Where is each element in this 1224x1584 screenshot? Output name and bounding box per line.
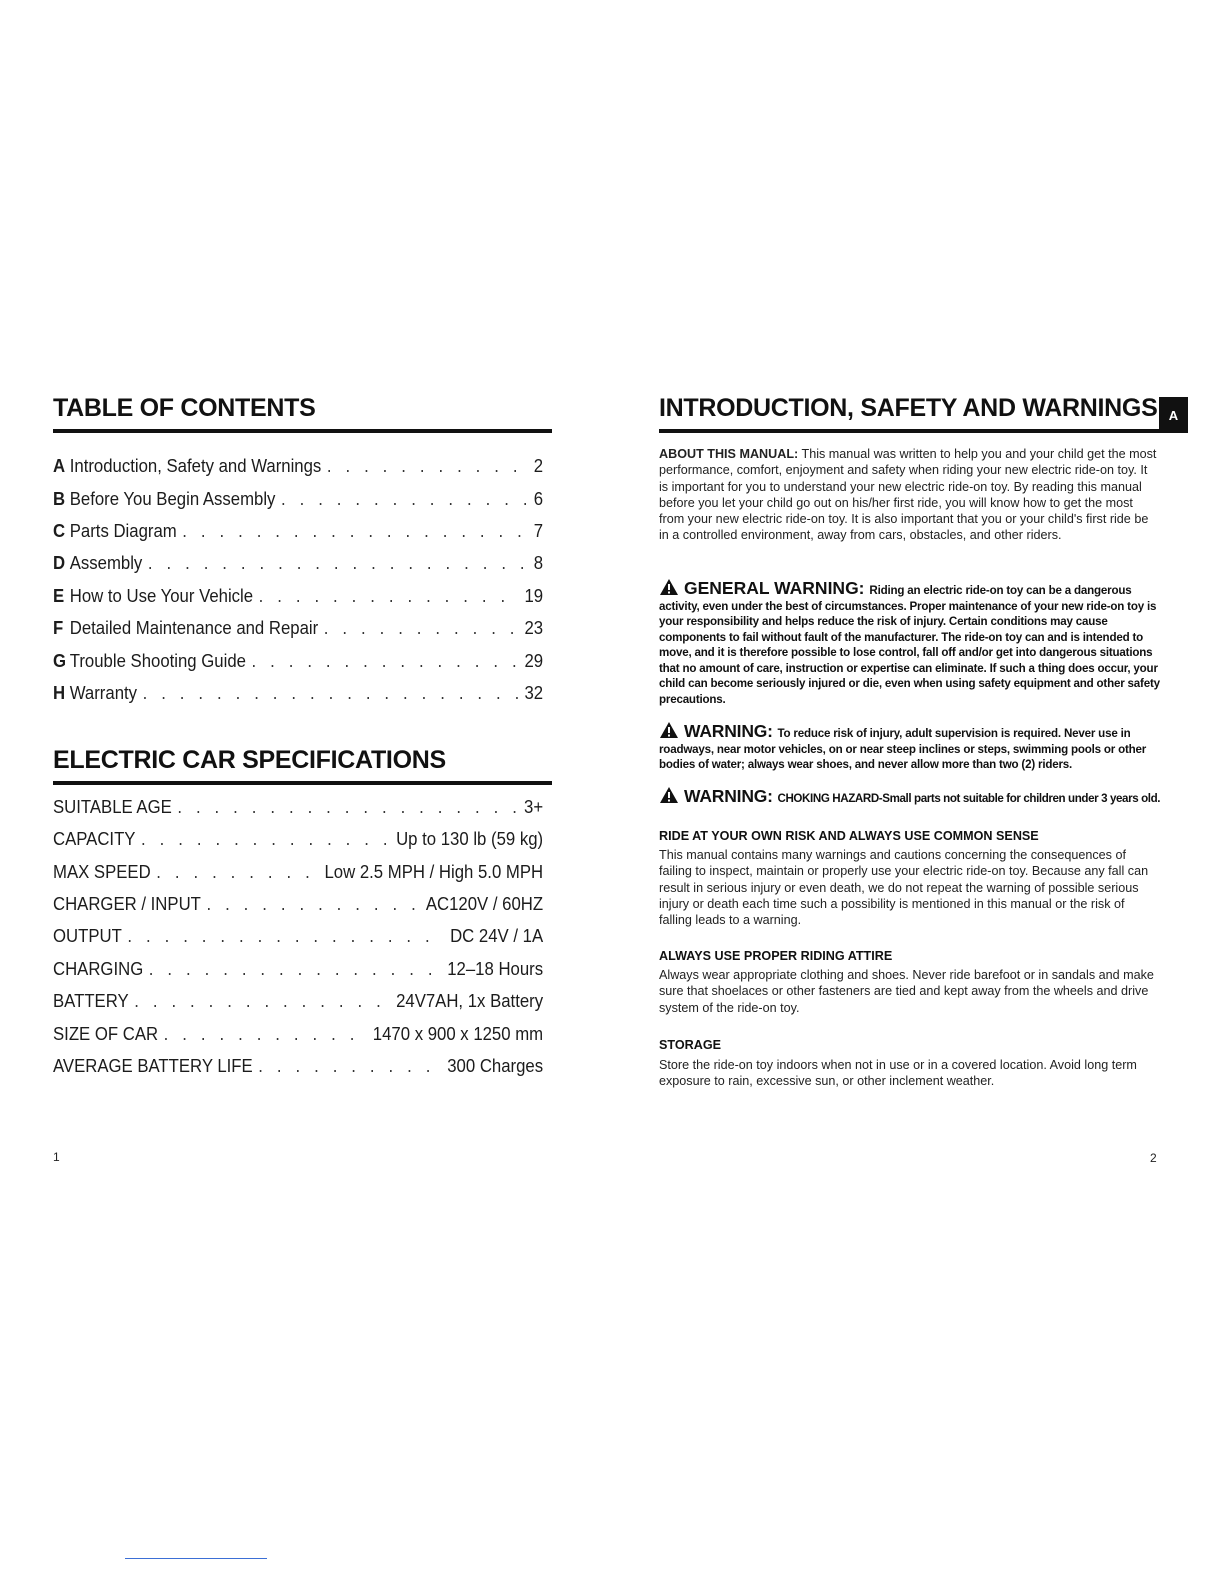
dot-leader bbox=[259, 586, 519, 607]
supervision-warning-block bbox=[659, 721, 1162, 773]
toc-letter: A bbox=[53, 456, 66, 476]
spec-value: DC 24V / 1A bbox=[450, 926, 544, 946]
toc-item-h[interactable] bbox=[53, 683, 543, 709]
warning-triangle-icon bbox=[659, 721, 679, 739]
spec-row bbox=[53, 926, 543, 952]
spec-label: MAX SPEED bbox=[53, 862, 151, 882]
toc-item-g[interactable] bbox=[53, 651, 543, 677]
toc-title: TABLE OF CONTENTS bbox=[53, 394, 316, 422]
dot-leader bbox=[177, 797, 518, 818]
attire-heading: ALWAYS USE PROPER RIDING ATTIRE bbox=[659, 949, 893, 963]
spec-rule bbox=[53, 781, 552, 785]
about-text: This manual was written to help you and your child get the most performance, comfort, enjoyment and safety when riding your new electric ride-on toy. It is important for you to understand your new electric ride-on toy. By reading this manual before you let your child go out on his/her first ride, you will know how to get the most from your new electric ride-on toy. It is also important that you or your child's first ride be in a controlled environment, away from cars, obstacles, and other riders. bbox=[659, 447, 1157, 543]
toc-label: Before You Begin Assembly bbox=[69, 489, 276, 509]
dot-leader bbox=[134, 991, 390, 1012]
toc-page: 6 bbox=[533, 489, 544, 509]
spec-title: ELECTRIC CAR SPECIFICATIONS bbox=[53, 746, 446, 774]
spec-value: Low 2.5 MPH / High 5.0 MPH bbox=[324, 862, 544, 882]
page-number-left: 1 bbox=[53, 1150, 60, 1164]
dot-leader bbox=[156, 862, 319, 883]
spec-row bbox=[53, 894, 543, 920]
toc-rule bbox=[53, 429, 552, 433]
attire-text: Always wear appropriate clothing and shoes. Never ride barefoot or in sandals and make sure that shoelaces or other fasteners are tied and kept away from the wheels and drive system of the ride-on toy. bbox=[659, 968, 1154, 1015]
toc-page: 19 bbox=[524, 586, 544, 606]
storage-heading: STORAGE bbox=[659, 1038, 722, 1052]
choking-warning-text: CHOKING HAZARD-Small parts not suitable for children under 3 years old. bbox=[777, 792, 1161, 805]
toc-label: Warranty bbox=[69, 683, 138, 703]
toc-letter: C bbox=[53, 521, 66, 541]
ride-risk-heading: RIDE AT YOUR OWN RISK AND ALWAYS USE COMMON SENSE bbox=[659, 829, 1039, 843]
dot-leader bbox=[281, 489, 528, 510]
spec-row bbox=[53, 1024, 543, 1050]
dot-leader bbox=[327, 456, 528, 477]
section-tab: A bbox=[1159, 397, 1188, 433]
supervision-warning-label: WARNING: bbox=[684, 721, 773, 741]
toc-letter: G bbox=[53, 651, 67, 671]
general-warning-label: GENERAL WARNING: bbox=[684, 578, 865, 598]
spec-label: OUTPUT bbox=[53, 926, 122, 946]
dot-leader bbox=[324, 618, 519, 639]
about-paragraph bbox=[659, 446, 1159, 544]
toc-letter: B bbox=[53, 489, 66, 509]
dot-leader bbox=[141, 829, 390, 850]
intro-rule bbox=[659, 429, 1159, 433]
dot-leader bbox=[148, 553, 528, 574]
spec-row bbox=[53, 1056, 543, 1082]
supervision-warning-text: To reduce risk of injury, adult supervision is required. Never use in roadways, near motor vehicles, on or near steep inclines or steps, swimming pools or other bodies of water; always wear shoes, and never allow more than two (2) riders. bbox=[659, 727, 1147, 771]
toc-label: How to Use Your Vehicle bbox=[69, 586, 254, 606]
spec-row bbox=[53, 862, 543, 888]
spec-row bbox=[53, 959, 543, 985]
toc-item-e[interactable] bbox=[53, 586, 543, 612]
spec-row bbox=[53, 797, 543, 823]
toc-page: 8 bbox=[533, 553, 544, 573]
toc-page: 29 bbox=[524, 651, 544, 671]
toc-item-a[interactable] bbox=[53, 456, 543, 482]
spec-value: 3+ bbox=[524, 797, 544, 817]
toc-page: 32 bbox=[524, 683, 544, 703]
general-warning-block bbox=[659, 578, 1162, 707]
toc-letter: H bbox=[53, 683, 66, 703]
toc-label: Assembly bbox=[69, 553, 143, 573]
spec-row bbox=[53, 829, 543, 855]
spec-value: 1470 x 900 x 1250 mm bbox=[372, 1024, 544, 1044]
toc-item-c[interactable] bbox=[53, 521, 543, 547]
spec-label: CHARGING bbox=[53, 959, 144, 979]
toc-label: Introduction, Safety and Warnings bbox=[69, 456, 322, 476]
toc-letter: D bbox=[53, 553, 66, 573]
toc-item-f[interactable] bbox=[53, 618, 543, 644]
ride-risk-text: This manual contains many warnings and cautions concerning the consequences of failing to inspect, maintain or properly use your electric ride-on toy. Because any fall can result in serious injury or even death, we do not repeat the warning of possible serious injury or death each time such a possibility is mentioned in this manual or the risk of falling leads to a warning. bbox=[659, 848, 1149, 928]
choking-warning-label: WARNING: bbox=[684, 786, 773, 806]
toc-label: Parts Diagram bbox=[69, 521, 177, 541]
dot-leader bbox=[182, 521, 528, 542]
spec-value: 12–18 Hours bbox=[447, 959, 544, 979]
warning-triangle-icon bbox=[659, 578, 679, 596]
spec-value: AC120V / 60HZ bbox=[425, 894, 544, 914]
intro-title: INTRODUCTION, SAFETY AND WARNINGS bbox=[659, 394, 1158, 422]
spec-value: 300 Charges bbox=[447, 1056, 544, 1076]
dot-leader bbox=[258, 1056, 441, 1077]
toc-item-d[interactable] bbox=[53, 553, 543, 579]
about-label: ABOUT THIS MANUAL: bbox=[659, 447, 799, 461]
toc-letter: E bbox=[53, 586, 65, 606]
toc-label: Detailed Maintenance and Repair bbox=[69, 618, 319, 638]
dot-leader bbox=[149, 959, 442, 980]
toc-page: 23 bbox=[524, 618, 544, 638]
warning-triangle-icon bbox=[659, 786, 679, 804]
dot-leader bbox=[127, 926, 444, 947]
spec-label: CAPACITY bbox=[53, 829, 136, 849]
spec-row bbox=[53, 991, 543, 1017]
dot-leader bbox=[206, 894, 420, 915]
dot-leader bbox=[143, 683, 519, 704]
bottom-line bbox=[125, 1558, 267, 1559]
spec-value: Up to 130 lb (59 kg) bbox=[396, 829, 544, 849]
storage-text: Store the ride-on toy indoors when not in use or in a covered location. Avoid long term exposure to rain, excessive sun, or other inclement weather. bbox=[659, 1058, 1137, 1089]
toc-page: 7 bbox=[533, 521, 544, 541]
choking-warning-block bbox=[659, 786, 1179, 807]
spec-label: BATTERY bbox=[53, 991, 129, 1011]
spec-value: 24V7AH, 1x Battery bbox=[396, 991, 544, 1011]
toc-page: 2 bbox=[533, 456, 544, 476]
toc-letter: F bbox=[53, 618, 64, 638]
spec-label: AVERAGE BATTERY LIFE bbox=[53, 1056, 253, 1076]
toc-label: Trouble Shooting Guide bbox=[69, 651, 246, 671]
spec-label: SUITABLE AGE bbox=[53, 797, 172, 817]
general-warning-text: Riding an electric ride-on toy can be a dangerous activity, even under the best of circumstances. Proper maintenance of your new ride-on toy is your responsibility and helps reduce the risk of injury. Certain conditions may cause components to fail without fault of the manufacturer. The ride-on toy can and is intended to move, and it is therefore possible to lose control, fall off and/or get into dangerous situations that no amount of care, instruction or expertise can eliminate. If such a thing does occur, your child can become seriously injured or die, even when using safety equipment and other safety precautions. bbox=[659, 584, 1160, 706]
dot-leader bbox=[252, 651, 519, 672]
dot-leader bbox=[164, 1024, 368, 1045]
spec-label: SIZE OF CAR bbox=[53, 1024, 159, 1044]
spec-label: CHARGER / INPUT bbox=[53, 894, 201, 914]
toc-item-b[interactable] bbox=[53, 489, 543, 515]
page-number-right: 2 bbox=[1150, 1151, 1157, 1165]
